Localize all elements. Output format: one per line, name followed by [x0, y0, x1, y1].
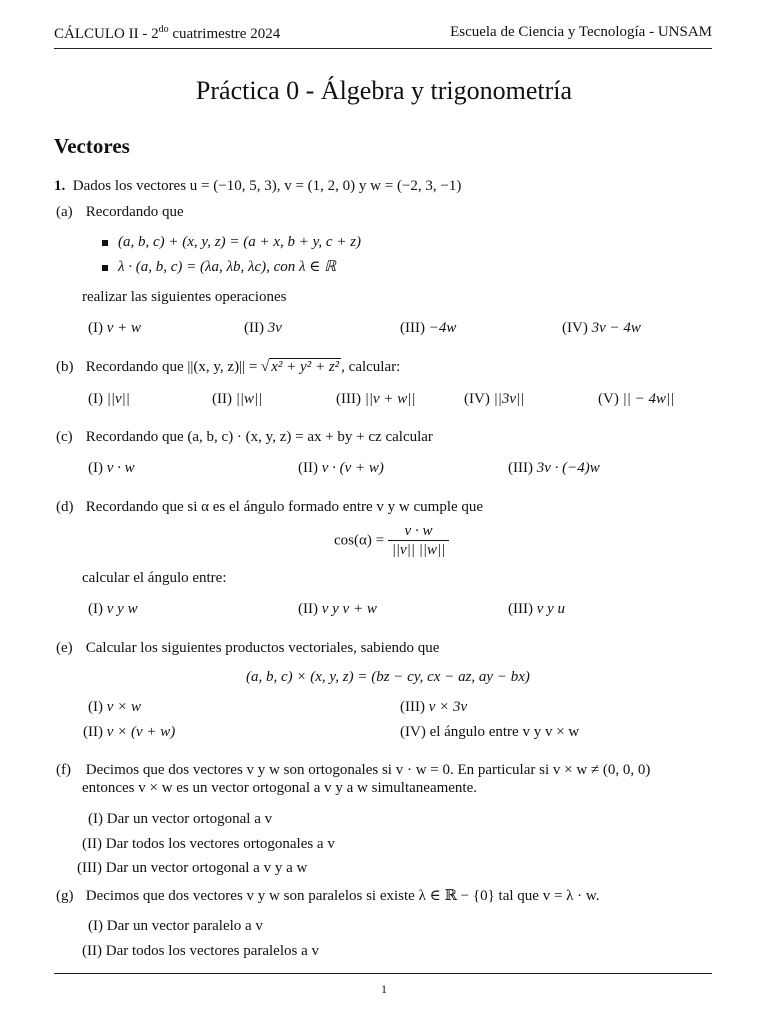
bullet-scalar: λ · (a, b, c) = (λa, λb, λc), con λ ∈ ℝ	[102, 257, 336, 277]
part-f-text-1: Decimos que dos vectores v y w son ortogonales si v · w = 0. En particular si v × w ≠ (0, 0, 0)	[85, 762, 651, 778]
bullet-sum: (a, b, c) + (x, y, z) = (a + x, b + y, c + z)	[102, 232, 361, 252]
part-b-label: (b)	[56, 359, 74, 375]
exercise-intro-text: Dados los vectores u = (−10, 5, 3), v = (1, 2, 0) y w = (−2, 3, −1)	[72, 178, 462, 194]
part-e	[56, 638, 439, 658]
cos-fraction: $\frac{v \cdot w}{||v|| ||w||}$	[388, 522, 449, 559]
section-heading: Vectores	[54, 134, 130, 158]
page-number: 1	[381, 982, 387, 996]
part-b: (b) Recordando que ||(x, y, z)|| = √ x² + y² + z² , calcular:	[56, 359, 401, 375]
part-a-label: (a)	[56, 204, 73, 220]
part-a-item-4: (IV) 3v − 4w	[562, 320, 641, 336]
cos-formula: cos(α) = $\frac{v \cdot w}{||v|| ||w||}$	[334, 522, 449, 559]
part-g-item-2: (II) Dar todos los vectores paralelos a v	[82, 943, 320, 959]
part-e-item-3: (III) v × 3v	[400, 699, 468, 715]
part-c-text: Recordando que (a, b, c) · (x, y, z) = ax + by + cz calcular	[85, 429, 433, 445]
part-e-label: (e)	[56, 640, 73, 656]
part-d-item-2: (II) v y v + w	[298, 601, 377, 617]
sqrt-symbol: √	[261, 359, 270, 375]
page-title: Práctica 0 - Álgebra y trigonometría	[195, 76, 573, 105]
part-d-item-3: (III) v y u	[508, 601, 566, 617]
part-d-label: (d)	[56, 499, 74, 515]
header-course: CÁLCULO II - $2^{do}$ cuatrimestre 2024	[54, 24, 281, 42]
part-e-text: Calcular los siguientes productos vectoriales, sabiendo que	[85, 640, 440, 656]
part-b-item-3: (III) ||v + w||	[336, 391, 416, 407]
exercise-1-intro	[54, 176, 461, 196]
part-c-item-1: (I) v · w	[88, 460, 135, 476]
part-g-label: (g)	[56, 888, 74, 904]
part-g-text: Decimos que dos vectores v y w son paralelos si existe λ ∈ ℝ − {0} tal que v = λ · w.	[85, 888, 600, 904]
part-b-item-4: (IV) ||3v||	[464, 391, 525, 407]
part-a	[56, 202, 184, 222]
footer-rule	[54, 973, 712, 974]
part-c-item-2: (II) v · (v + w)	[298, 460, 384, 476]
part-f-text-2: entonces v × w es un vector ortogonal a v y a w simultaneamente.	[82, 780, 478, 796]
part-d-text: Recordando que si α es el ángulo formado entre v y w cumple que	[85, 499, 484, 515]
part-f-label: (f)	[56, 762, 71, 778]
cross-product-formula: (a, b, c) × (x, y, z) = (bz − cy, cx − az, ay − bx)	[246, 669, 530, 685]
part-f-item-3: (III) Dar un vector ortogonal a v y a w	[77, 860, 308, 876]
part-f-item-2: (II) Dar todos los vectores ortogonales a v	[82, 836, 335, 852]
part-b-item-2: (II) ||w||	[212, 391, 263, 407]
part-b-item-5: (V) || − 4w||	[598, 391, 675, 407]
bullet-marker	[102, 265, 108, 271]
header-rule	[54, 48, 712, 49]
part-e-item-4: (IV) el ángulo entre v y v × w	[400, 724, 580, 740]
part-a-after: realizar las siguientes operaciones	[82, 289, 287, 305]
part-c-label: (c)	[56, 429, 73, 445]
part-b-item-1: (I) ||v||	[88, 391, 130, 407]
part-g	[56, 886, 600, 906]
bullet-marker	[102, 240, 108, 246]
part-f-item-1: (I) Dar un vector ortogonal a v	[88, 811, 273, 827]
part-d-item-1: (I) v y w	[88, 601, 138, 617]
part-c-item-3: (III) 3v · (−4)w	[508, 460, 600, 476]
part-d	[56, 497, 483, 517]
exercise-number: 1.	[54, 178, 66, 194]
part-e-item-2: (II) v × (v + w)	[83, 724, 176, 740]
part-a-item-1: (I) v + w	[88, 320, 142, 336]
part-e-item-1: (I) v × w	[88, 699, 142, 715]
part-f	[56, 760, 650, 780]
header-institution: Escuela de Ciencia y Tecnología - UNSAM	[450, 24, 712, 40]
part-a-text: Recordando que	[85, 204, 184, 220]
part-d-after: calcular el ángulo entre:	[82, 570, 227, 586]
part-a-item-3: (III) −4w	[400, 320, 457, 336]
part-c	[56, 427, 433, 447]
part-a-item-2: (II) 3v	[244, 320, 282, 336]
part-g-item-1: (I) Dar un vector paralelo a v	[88, 918, 263, 934]
